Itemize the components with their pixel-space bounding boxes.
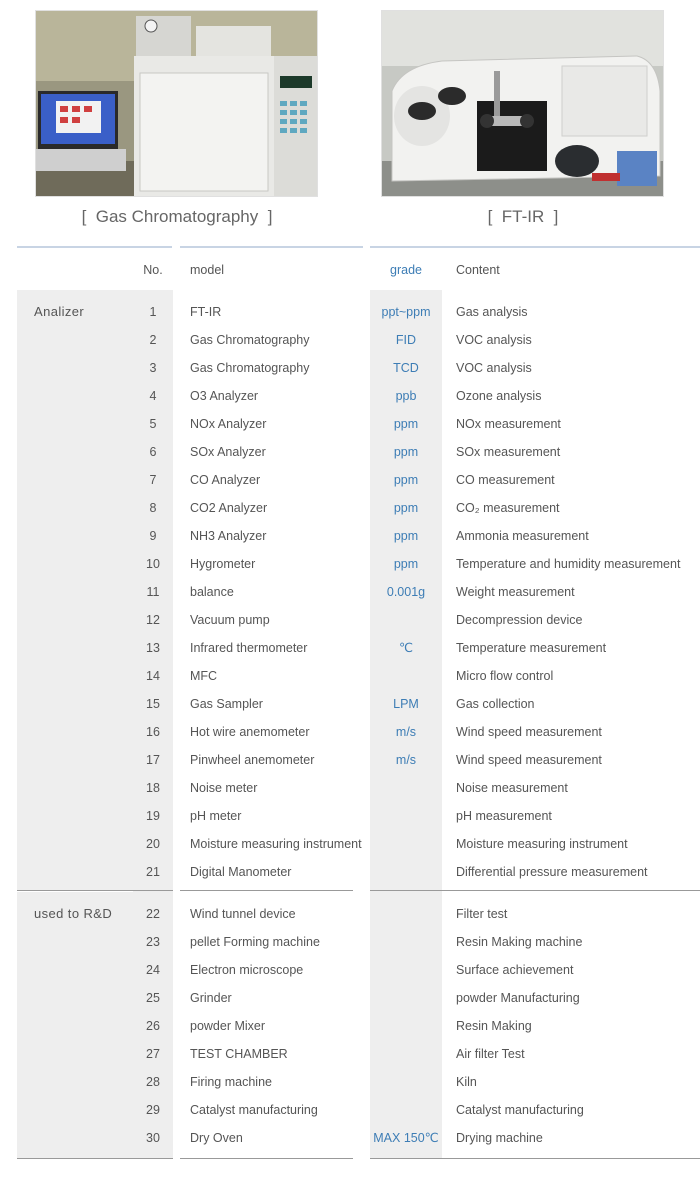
row-content: Moisture measuring instrument	[456, 837, 628, 851]
row-content: Noise measurement	[456, 781, 568, 795]
row-number: 27	[146, 1047, 160, 1061]
category-label: used to R&D	[34, 906, 113, 921]
gas-chromatograph-photo	[35, 10, 318, 197]
row-model: MFC	[190, 669, 218, 683]
row-number: 1	[149, 305, 157, 319]
row-model: powder Mixer	[190, 1019, 266, 1033]
row-content: Micro flow control	[456, 669, 554, 683]
header-grade: grade	[390, 263, 422, 277]
row-content: Ozone analysis	[456, 389, 542, 403]
row-model: Pinwheel anemometer	[190, 753, 315, 767]
table-bottom-border	[370, 1158, 700, 1159]
row-grade: FID	[395, 333, 417, 347]
row-model: Hygrometer	[190, 557, 256, 571]
row-number: 3	[149, 361, 157, 375]
category-column-bg	[17, 892, 133, 1158]
row-number: 21	[146, 865, 160, 879]
row-model: SOx Analyzer	[190, 445, 266, 459]
row-grade: ppm	[393, 473, 419, 487]
row-model: pH meter	[190, 809, 242, 823]
row-grade: ppm	[393, 501, 419, 515]
row-content: CO measurement	[456, 473, 555, 487]
row-model: Infrared thermometer	[190, 641, 308, 655]
table-bottom-border	[17, 1158, 173, 1159]
row-number: 22	[146, 907, 160, 921]
row-model: Digital Manometer	[190, 865, 292, 879]
row-model: Gas Chromatography	[190, 333, 310, 347]
row-grade: 0.001g	[386, 585, 426, 599]
row-number: 11	[146, 585, 160, 599]
row-grade: ppm	[393, 445, 419, 459]
row-grade: ℃	[398, 641, 414, 655]
row-number: 15	[146, 697, 160, 711]
row-model: Dry Oven	[190, 1131, 243, 1145]
row-number: 10	[146, 557, 160, 571]
row-number: 25	[146, 991, 160, 1005]
row-number: 14	[146, 669, 160, 683]
row-number: 2	[149, 333, 157, 347]
row-model: NH3 Analyzer	[190, 529, 267, 543]
header-content: Content	[456, 263, 500, 277]
row-number: 6	[149, 445, 157, 459]
row-content: Temperature and humidity measurement	[456, 557, 681, 571]
row-content: pH measurement	[456, 809, 552, 823]
row-content: Gas analysis	[456, 305, 528, 319]
row-grade: ppb	[395, 389, 417, 403]
row-content: VOC analysis	[456, 361, 532, 375]
section-divider	[180, 890, 353, 891]
row-content: CO₂ measurement	[456, 501, 560, 515]
row-number: 12	[146, 613, 160, 627]
row-content: powder Manufacturing	[456, 991, 580, 1005]
row-content: Kiln	[456, 1075, 477, 1089]
row-content: Wind speed measurement	[456, 753, 602, 767]
ftir-spectrometer-photo	[381, 10, 664, 197]
row-model: Grinder	[190, 991, 232, 1005]
row-content: Resin Making	[456, 1019, 532, 1033]
photo-caption: [ Gas Chromatography ]	[81, 207, 273, 226]
row-content: Temperature measurement	[456, 641, 607, 655]
row-grade: MAX 150℃	[373, 1131, 439, 1145]
row-number: 8	[149, 501, 157, 515]
row-number: 29	[146, 1103, 160, 1117]
row-model: Wind tunnel device	[190, 907, 296, 921]
row-model: Noise meter	[190, 781, 258, 795]
row-grade: TCD	[393, 361, 419, 375]
row-content: SOx measurement	[456, 445, 561, 459]
row-model: Vacuum pump	[190, 613, 270, 627]
table-bottom-border	[180, 1158, 353, 1159]
row-content: Decompression device	[456, 613, 583, 627]
row-model: Gas Sampler	[190, 697, 263, 711]
row-content: Ammonia measurement	[456, 529, 589, 543]
row-model: CO Analyzer	[190, 473, 261, 487]
row-model: CO2 Analyzer	[190, 501, 268, 515]
row-grade: ppm	[393, 557, 419, 571]
row-number: 19	[146, 809, 160, 823]
row-grade: LPM	[393, 697, 419, 711]
header-line	[17, 246, 172, 248]
row-model: FT-IR	[190, 305, 222, 319]
row-content: Surface achievement	[456, 963, 574, 977]
row-model: O3 Analyzer	[190, 389, 259, 403]
row-model: NOx Analyzer	[190, 417, 267, 431]
row-number: 26	[146, 1019, 160, 1033]
row-grade: ppt~ppm	[381, 305, 431, 319]
row-number: 5	[149, 417, 157, 431]
row-model: Catalyst manufacturing	[190, 1103, 318, 1117]
row-content: VOC analysis	[456, 333, 532, 347]
row-grade: ppm	[393, 529, 419, 543]
section-divider	[17, 890, 173, 891]
row-content: Drying machine	[456, 1131, 543, 1145]
row-number: 24	[146, 963, 160, 977]
row-number: 4	[149, 389, 157, 403]
header-model: model	[190, 263, 225, 277]
row-number: 7	[149, 473, 157, 487]
row-content: Catalyst manufacturing	[456, 1103, 584, 1117]
row-number: 9	[149, 529, 157, 543]
row-number: 17	[146, 753, 160, 767]
row-model: pellet Forming machine	[190, 935, 320, 949]
row-grade: ppm	[393, 417, 419, 431]
row-model: balance	[190, 585, 234, 599]
header-line	[180, 246, 363, 248]
category-column-bg	[17, 290, 133, 890]
row-content: Weight measurement	[456, 585, 575, 599]
header-line	[370, 246, 700, 248]
row-grade: m/s	[395, 725, 417, 739]
row-number: 13	[146, 641, 160, 655]
row-model: Hot wire anemometer	[190, 725, 310, 739]
row-number: 20	[146, 837, 160, 851]
category-label: Analizer	[34, 304, 85, 319]
row-number: 30	[146, 1131, 160, 1145]
row-number: 16	[146, 725, 160, 739]
row-model: Firing machine	[190, 1075, 272, 1089]
header-no: No.	[143, 263, 163, 277]
row-model: Gas Chromatography	[190, 361, 310, 375]
row-number: 28	[146, 1075, 160, 1089]
row-model: Electron microscope	[190, 963, 304, 977]
row-grade: m/s	[395, 753, 417, 767]
row-content: Differential pressure measurement	[456, 865, 648, 879]
row-content: Filter test	[456, 907, 508, 921]
row-model: TEST CHAMBER	[190, 1047, 288, 1061]
section-divider	[370, 890, 700, 891]
row-content: NOx measurement	[456, 417, 561, 431]
row-content: Air filter Test	[456, 1047, 525, 1061]
row-content: Gas collection	[456, 697, 535, 711]
row-model: Moisture measuring instrument	[190, 837, 362, 851]
photo-caption: [ FT-IR ]	[487, 207, 559, 226]
row-content: Resin Making machine	[456, 935, 583, 949]
row-number: 18	[146, 781, 160, 795]
row-content: Wind speed measurement	[456, 725, 602, 739]
row-number: 23	[146, 935, 160, 949]
